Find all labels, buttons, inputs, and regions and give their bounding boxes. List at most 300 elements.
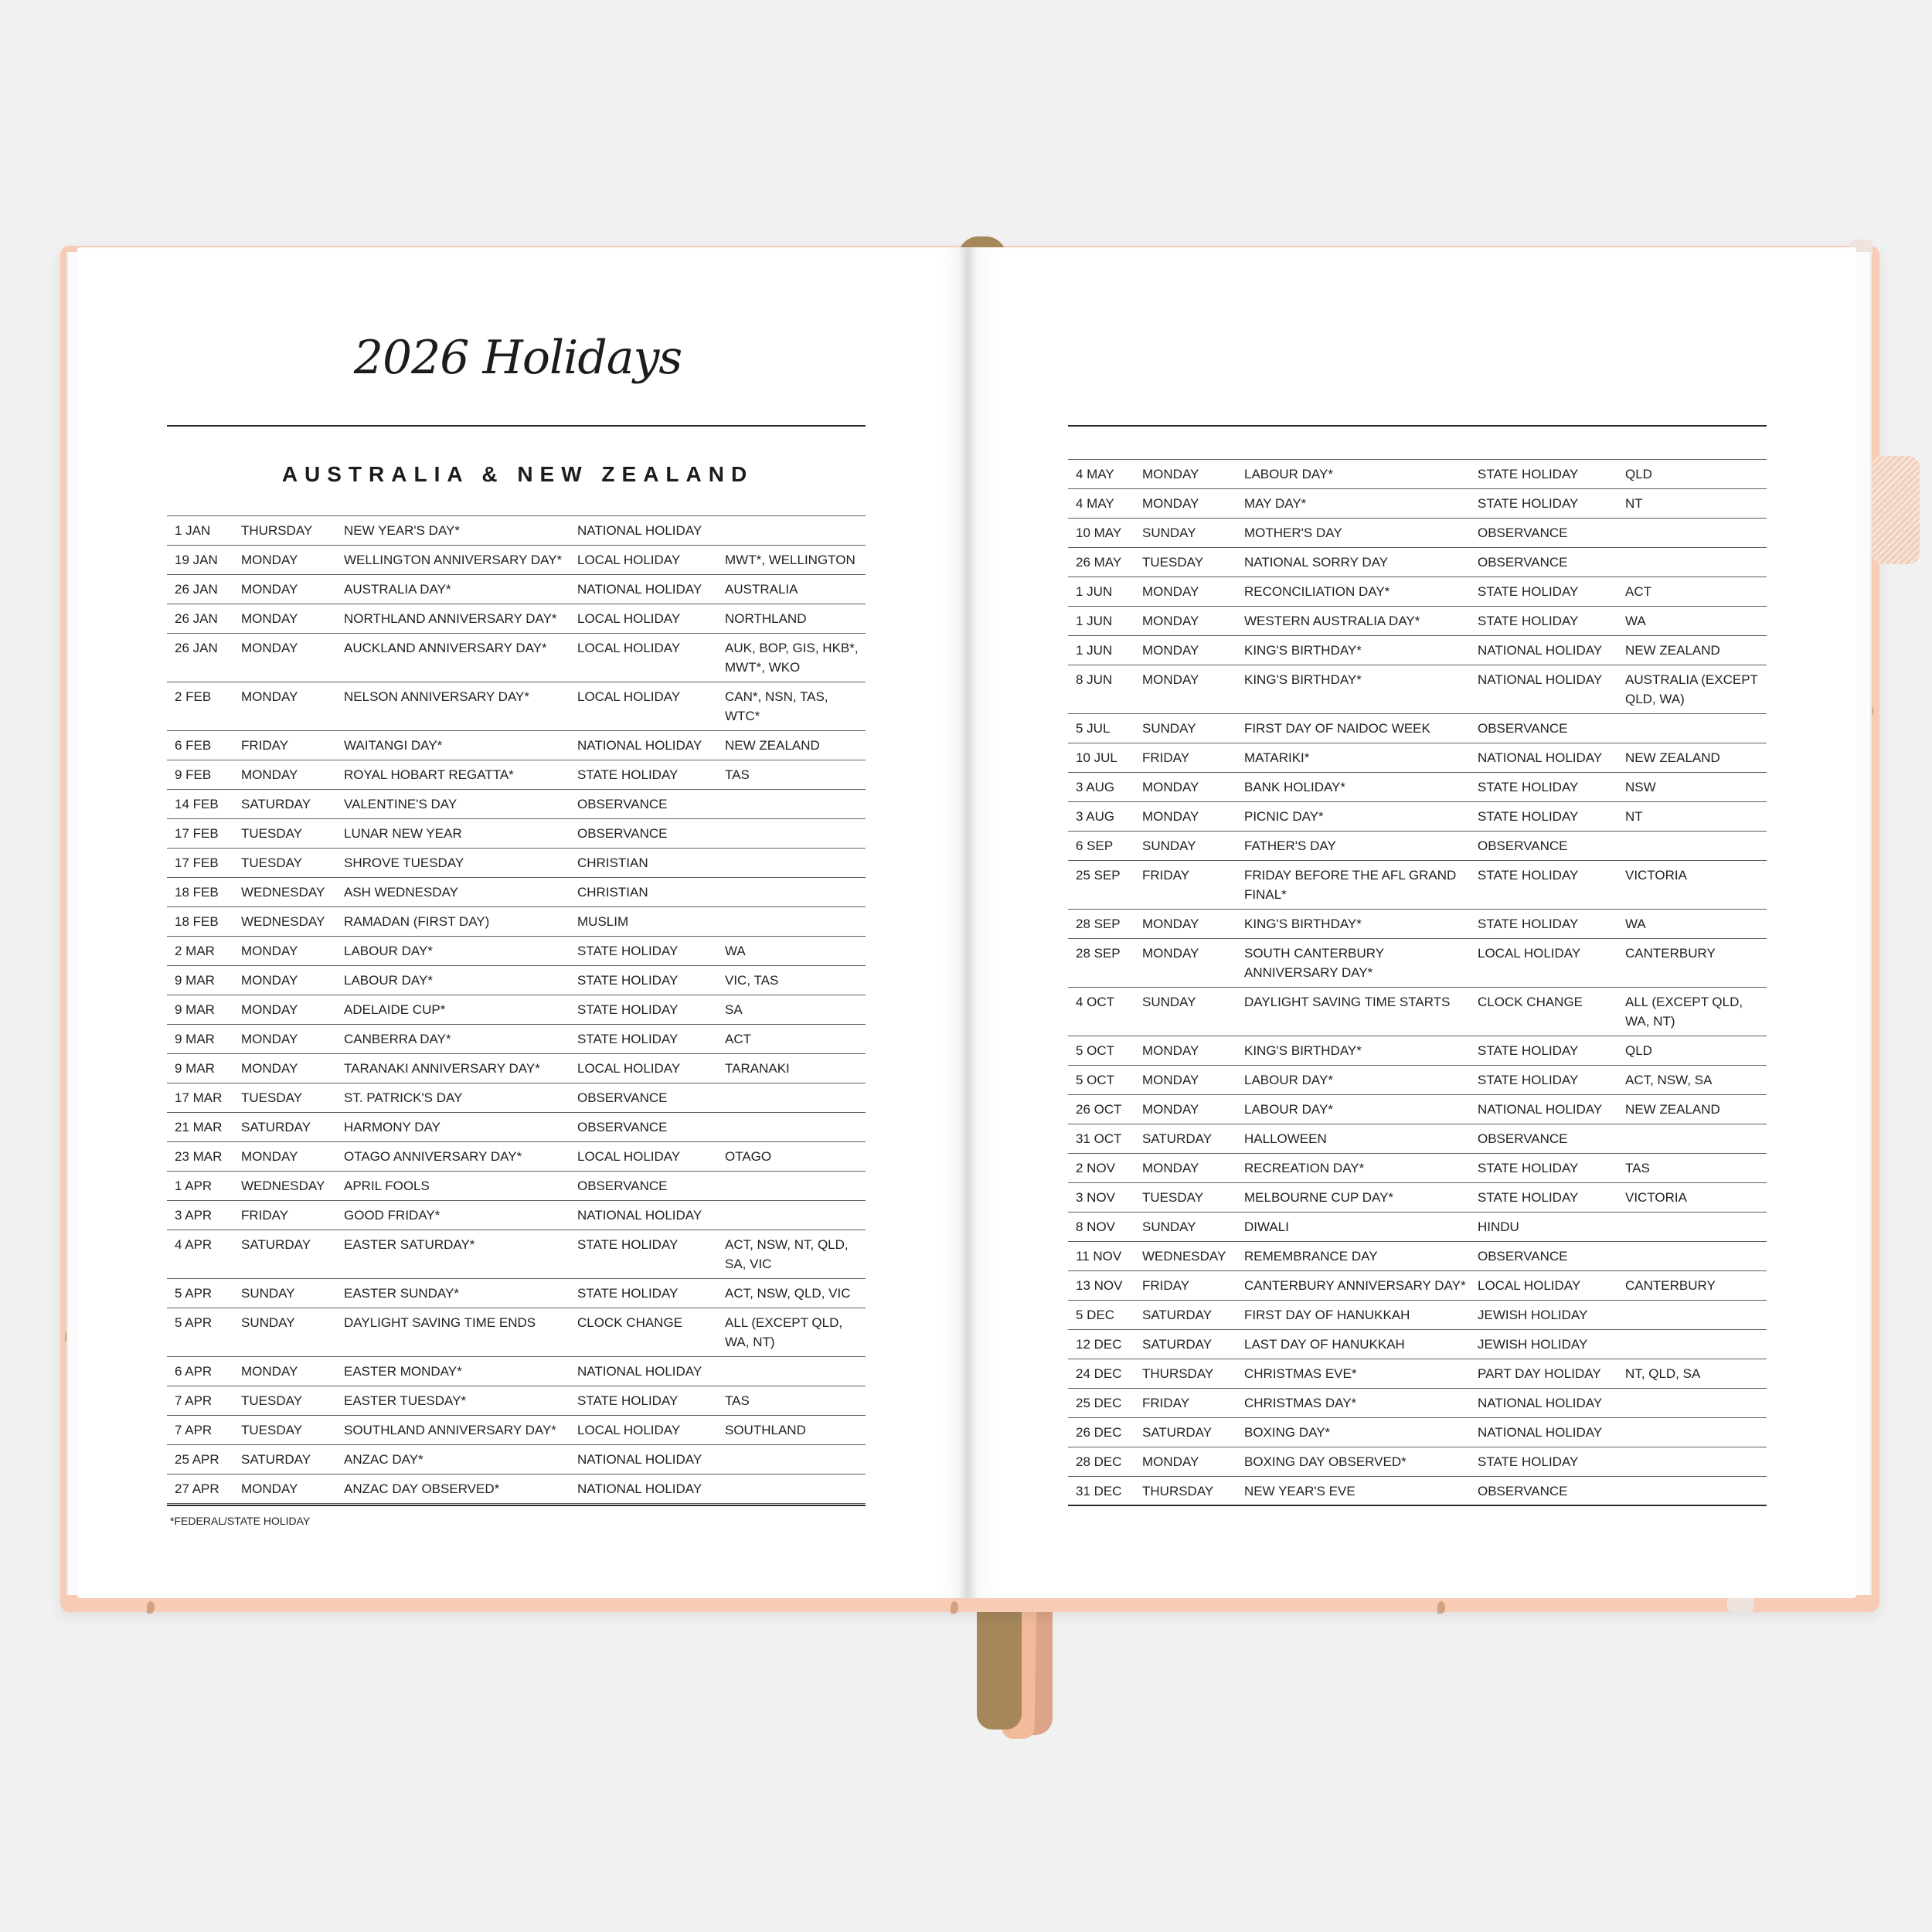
page-edges-right — [1855, 252, 1872, 1595]
region-cell: WA — [1625, 614, 1646, 628]
region-cell: AUK, BOP, GIS, HKB*, MWT*, WKO — [725, 641, 859, 675]
day-cell: TUESDAY — [1142, 1190, 1204, 1205]
day-cell: SUNDAY — [1142, 526, 1196, 540]
holiday-type-cell: LOCAL HOLIDAY — [577, 1149, 681, 1164]
holiday-type-cell: NATIONAL HOLIDAY — [577, 523, 702, 538]
table-row — [1068, 1036, 1767, 1066]
holiday-name-cell: ST. PATRICK'S DAY — [344, 1090, 463, 1105]
table-row — [1068, 489, 1767, 519]
holiday-type-cell: NATIONAL HOLIDAY — [1478, 750, 1603, 765]
book-gutter — [958, 247, 977, 1598]
holiday-type-cell: NATIONAL HOLIDAY — [577, 1481, 702, 1496]
region-cell: CANTERBURY — [1625, 1278, 1716, 1293]
holiday-name-cell: WESTERN AUSTRALIA DAY* — [1244, 614, 1420, 628]
holiday-name-cell: TARANAKI ANNIVERSARY DAY* — [344, 1061, 540, 1076]
date-cell: 5 APR — [175, 1315, 213, 1330]
date-cell: 7 APR — [175, 1393, 213, 1408]
holiday-type-cell: STATE HOLIDAY — [577, 973, 679, 988]
date-cell: 28 SEP — [1076, 917, 1121, 931]
day-cell: WEDNESDAY — [241, 885, 325, 900]
table-row — [1068, 1095, 1767, 1124]
region-cell — [717, 1176, 866, 1196]
day-cell: TUESDAY — [241, 1090, 303, 1105]
region-cell: ALL (EXCEPT QLD, WA, NT) — [1625, 995, 1743, 1029]
region-cell — [1617, 1481, 1767, 1501]
holiday-name-cell: KING'S BIRTHDAY* — [1244, 643, 1362, 658]
holiday-type-cell: OBSERVANCE — [1478, 1484, 1568, 1498]
region-cell: TARANAKI — [725, 1061, 790, 1076]
day-cell: SUNDAY — [1142, 995, 1196, 1009]
holiday-type-cell: OBSERVANCE — [1478, 1131, 1568, 1146]
region-cell: ACT, NSW, QLD, VIC — [725, 1286, 851, 1301]
holiday-name-cell: LABOUR DAY* — [1244, 1073, 1333, 1087]
day-cell: MONDAY — [1142, 614, 1199, 628]
table-row — [1068, 1301, 1767, 1330]
date-cell: 19 JAN — [175, 553, 218, 567]
day-cell: TUESDAY — [241, 855, 303, 870]
holiday-name-cell: WELLINGTON ANNIVERSARY DAY* — [344, 553, 563, 567]
holiday-type-cell: STATE HOLIDAY — [1478, 1161, 1579, 1175]
date-cell: 9 MAR — [175, 1002, 215, 1017]
holiday-type-cell: STATE HOLIDAY — [1478, 467, 1579, 481]
holiday-type-cell: OBSERVANCE — [1478, 526, 1568, 540]
table-row — [1068, 1066, 1767, 1095]
day-cell: SATURDAY — [1142, 1308, 1213, 1322]
holiday-name-cell: EASTER TUESDAY* — [344, 1393, 467, 1408]
holiday-name-cell: CANTERBURY ANNIVERSARY DAY* — [1244, 1278, 1466, 1293]
date-cell: 3 AUG — [1076, 809, 1115, 824]
date-cell: 8 NOV — [1076, 1219, 1116, 1234]
region-cell — [1617, 1452, 1767, 1471]
holiday-type-cell: LOCAL HOLIDAY — [577, 1061, 681, 1076]
day-cell: MONDAY — [1142, 496, 1199, 511]
holiday-name-cell: NEW YEAR'S DAY* — [344, 523, 460, 538]
date-cell: 13 NOV — [1076, 1278, 1123, 1293]
table-row — [1068, 1447, 1767, 1477]
day-cell: MONDAY — [1142, 584, 1199, 599]
date-cell: 27 APR — [175, 1481, 219, 1496]
region-cell — [1617, 1305, 1767, 1325]
day-cell: FRIDAY — [1142, 1396, 1190, 1410]
holiday-type-cell: NATIONAL HOLIDAY — [1478, 1396, 1603, 1410]
cover-clip-bottom — [1727, 1598, 1753, 1612]
region-cell — [1617, 719, 1767, 738]
holiday-type-cell: OBSERVANCE — [577, 826, 668, 841]
holiday-type-cell: MUSLIM — [577, 914, 629, 929]
day-cell: TUESDAY — [241, 1423, 303, 1437]
holiday-name-cell: CHRISTMAS DAY* — [1244, 1396, 1357, 1410]
holiday-name-cell: ANZAC DAY* — [344, 1452, 423, 1467]
day-cell: MONDAY — [1142, 1454, 1199, 1469]
date-cell: 1 JUN — [1076, 643, 1113, 658]
table-row — [167, 878, 866, 907]
footnote: *FEDERAL/STATE HOLIDAY — [170, 1515, 311, 1527]
day-cell: SATURDAY — [1142, 1337, 1213, 1352]
holiday-name-cell: AUSTRALIA DAY* — [344, 582, 451, 597]
holiday-name-cell: FIRST DAY OF NAIDOC WEEK — [1244, 721, 1430, 736]
date-cell: 3 NOV — [1076, 1190, 1116, 1205]
table-row — [167, 937, 866, 966]
region-cell: NT — [1625, 809, 1643, 824]
day-cell: MONDAY — [241, 1032, 298, 1046]
holiday-name-cell: NELSON ANNIVERSARY DAY* — [344, 689, 529, 704]
holiday-type-cell: NATIONAL HOLIDAY — [577, 1452, 702, 1467]
holiday-type-cell: LOCAL HOLIDAY — [577, 611, 681, 626]
date-cell: 18 FEB — [175, 885, 219, 900]
table-row — [167, 1279, 866, 1308]
holiday-name-cell: DAYLIGHT SAVING TIME ENDS — [344, 1315, 536, 1330]
table-row — [167, 634, 866, 682]
date-cell: 8 JUN — [1076, 672, 1113, 687]
day-cell: SUNDAY — [241, 1286, 295, 1301]
holiday-type-cell: HINDU — [1478, 1219, 1519, 1234]
holiday-name-cell: NORTHLAND ANNIVERSARY DAY* — [344, 611, 557, 626]
table-row — [1068, 577, 1767, 607]
table-row — [1068, 1183, 1767, 1213]
holiday-name-cell: CANBERRA DAY* — [344, 1032, 451, 1046]
holiday-name-cell: BOXING DAY* — [1244, 1425, 1331, 1440]
date-cell: 31 DEC — [1076, 1484, 1122, 1498]
date-cell: 28 DEC — [1076, 1454, 1122, 1469]
day-cell: TUESDAY — [241, 1393, 303, 1408]
holiday-type-cell: CLOCK CHANGE — [577, 1315, 683, 1330]
holiday-name-cell: GOOD FRIDAY* — [344, 1208, 440, 1223]
table-row — [1068, 548, 1767, 577]
table-row — [1068, 1477, 1767, 1506]
table-row — [1068, 802, 1767, 832]
holiday-type-cell: LOCAL HOLIDAY — [577, 553, 681, 567]
day-cell: THURSDAY — [241, 523, 313, 538]
holiday-table-left — [167, 515, 866, 1504]
region-cell — [717, 521, 866, 540]
table-row — [167, 1357, 866, 1386]
day-cell: MONDAY — [241, 689, 298, 704]
table-row — [1068, 607, 1767, 636]
date-cell: 5 JUL — [1076, 721, 1111, 736]
region-cell: VIC, TAS — [725, 973, 779, 988]
day-cell: MONDAY — [241, 1149, 298, 1164]
region-cell: NEW ZEALAND — [1625, 750, 1720, 765]
table-row — [167, 1083, 866, 1113]
table-row — [1068, 910, 1767, 939]
day-cell: TUESDAY — [241, 826, 303, 841]
day-cell: MONDAY — [1142, 672, 1199, 687]
region-cell: QLD — [1625, 1043, 1652, 1058]
table-row — [1068, 1389, 1767, 1418]
holiday-name-cell: MATARIKI* — [1244, 750, 1310, 765]
day-cell: TUESDAY — [1142, 555, 1204, 570]
table-row — [167, 515, 866, 546]
holiday-type-cell: STATE HOLIDAY — [1478, 614, 1579, 628]
table-row — [167, 1230, 866, 1279]
holiday-type-cell: STATE HOLIDAY — [1478, 1454, 1579, 1469]
date-cell: 1 JUN — [1076, 584, 1113, 599]
holiday-name-cell: ADELAIDE CUP* — [344, 1002, 446, 1017]
region-cell: VICTORIA — [1625, 1190, 1687, 1205]
table-row — [1068, 1330, 1767, 1359]
holiday-type-cell: LOCAL HOLIDAY — [577, 1423, 681, 1437]
holiday-type-cell: STATE HOLIDAY — [577, 1237, 679, 1252]
region-cell: NSW — [1625, 780, 1656, 794]
table-row — [167, 849, 866, 878]
holiday-type-cell: OBSERVANCE — [1478, 721, 1568, 736]
holiday-name-cell: SOUTH CANTERBURY ANNIVERSARY DAY* — [1244, 946, 1384, 980]
region-cell — [717, 1362, 866, 1381]
region-cell — [717, 883, 866, 902]
date-cell: 6 FEB — [175, 738, 212, 753]
table-row — [1068, 988, 1767, 1036]
date-cell: 5 DEC — [1076, 1308, 1115, 1322]
holiday-name-cell: RECONCILIATION DAY* — [1244, 584, 1390, 599]
holiday-name-cell: REMEMBRANCE DAY — [1244, 1249, 1378, 1264]
date-cell: 10 JUL — [1076, 750, 1117, 765]
table-row — [167, 1025, 866, 1054]
day-cell: MONDAY — [1142, 780, 1199, 794]
holiday-name-cell: OTAGO ANNIVERSARY DAY* — [344, 1149, 522, 1164]
region-cell — [717, 912, 866, 931]
region-cell: CAN*, NSN, TAS, WTC* — [725, 689, 828, 723]
day-cell: FRIDAY — [1142, 750, 1190, 765]
table-row — [167, 1416, 866, 1445]
table-row — [167, 760, 866, 790]
holiday-type-cell: LOCAL HOLIDAY — [577, 641, 681, 655]
date-cell: 4 MAY — [1076, 496, 1114, 511]
holiday-type-cell: OBSERVANCE — [577, 1120, 668, 1134]
day-cell: SATURDAY — [1142, 1425, 1213, 1440]
holiday-type-cell: STATE HOLIDAY — [1478, 1073, 1579, 1087]
day-cell: SATURDAY — [241, 1237, 311, 1252]
table-row — [167, 995, 866, 1025]
day-cell: WEDNESDAY — [241, 1179, 325, 1193]
day-cell: SUNDAY — [1142, 1219, 1196, 1234]
holiday-type-cell: NATIONAL HOLIDAY — [577, 1364, 702, 1379]
table-row — [1068, 1418, 1767, 1447]
holiday-type-cell: STATE HOLIDAY — [577, 1032, 679, 1046]
day-cell: MONDAY — [241, 582, 298, 597]
date-cell: 1 JUN — [1076, 614, 1113, 628]
day-cell: WEDNESDAY — [241, 914, 325, 929]
holiday-type-cell: STATE HOLIDAY — [577, 944, 679, 958]
holiday-type-cell: STATE HOLIDAY — [577, 767, 679, 782]
holiday-type-cell: STATE HOLIDAY — [1478, 584, 1579, 599]
day-cell: MONDAY — [241, 611, 298, 626]
holiday-type-cell: LOCAL HOLIDAY — [1478, 1278, 1581, 1293]
holiday-type-cell: NATIONAL HOLIDAY — [1478, 643, 1603, 658]
day-cell: MONDAY — [1142, 917, 1199, 931]
holiday-name-cell: FATHER'S DAY — [1244, 838, 1336, 853]
region-cell — [717, 853, 866, 872]
date-cell: 5 OCT — [1076, 1043, 1115, 1058]
holiday-name-cell: CHRISTMAS EVE* — [1244, 1366, 1357, 1381]
day-cell: THURSDAY — [1142, 1366, 1214, 1381]
holiday-type-cell: OBSERVANCE — [1478, 555, 1568, 570]
region-cell — [717, 1450, 866, 1469]
date-cell: 26 JAN — [175, 582, 218, 597]
day-cell: MONDAY — [241, 1364, 298, 1379]
day-cell: MONDAY — [1142, 467, 1199, 481]
table-row — [167, 575, 866, 604]
region-cell: OTAGO — [725, 1149, 772, 1164]
date-cell: 12 DEC — [1076, 1337, 1122, 1352]
holiday-type-cell: OBSERVANCE — [1478, 1249, 1568, 1264]
table-row — [1068, 743, 1767, 773]
region-cell — [1617, 1423, 1767, 1442]
holiday-name-cell: KING'S BIRTHDAY* — [1244, 1043, 1362, 1058]
table-row — [167, 1308, 866, 1357]
day-cell: WEDNESDAY — [1142, 1249, 1226, 1264]
date-cell: 25 SEP — [1076, 868, 1121, 883]
day-cell: MONDAY — [241, 767, 298, 782]
table-row — [1068, 1154, 1767, 1183]
day-cell: MONDAY — [1142, 1043, 1199, 1058]
date-cell: 5 APR — [175, 1286, 213, 1301]
date-cell: 9 MAR — [175, 973, 215, 988]
day-cell: SUNDAY — [241, 1315, 295, 1330]
date-cell: 31 OCT — [1076, 1131, 1122, 1146]
holiday-name-cell: BANK HOLIDAY* — [1244, 780, 1346, 794]
table-row — [1068, 1359, 1767, 1389]
holiday-name-cell: SOUTHLAND ANNIVERSARY DAY* — [344, 1423, 556, 1437]
table-row — [167, 1475, 866, 1504]
region-cell: ACT, NSW, NT, QLD, SA, VIC — [725, 1237, 849, 1271]
date-cell: 4 APR — [175, 1237, 213, 1252]
day-cell: MONDAY — [241, 641, 298, 655]
region-cell — [717, 1479, 866, 1498]
date-cell: 9 FEB — [175, 767, 212, 782]
region-cell — [717, 1088, 866, 1107]
region-cell: MWT*, WELLINGTON — [725, 553, 855, 567]
holiday-name-cell: MOTHER'S DAY — [1244, 526, 1342, 540]
day-cell: MONDAY — [241, 553, 298, 567]
holiday-type-cell: STATE HOLIDAY — [577, 1286, 679, 1301]
region-cell: AUSTRALIA — [725, 582, 798, 597]
day-cell: SATURDAY — [241, 1452, 311, 1467]
table-row — [167, 604, 866, 634]
region-cell: SOUTHLAND — [725, 1423, 806, 1437]
region-cell — [1617, 1335, 1767, 1354]
holiday-name-cell: MELBOURNE CUP DAY* — [1244, 1190, 1394, 1205]
holiday-type-cell: NATIONAL HOLIDAY — [577, 1208, 702, 1223]
region-cell: ALL (EXCEPT QLD, WA, NT) — [725, 1315, 843, 1349]
table-row — [167, 819, 866, 849]
holiday-type-cell: NATIONAL HOLIDAY — [577, 582, 702, 597]
table-row — [1068, 1242, 1767, 1271]
day-cell: THURSDAY — [1142, 1484, 1214, 1498]
region-cell: NORTHLAND — [725, 611, 807, 626]
region-cell — [717, 1206, 866, 1225]
holiday-name-cell: LABOUR DAY* — [344, 944, 433, 958]
region-cell — [1617, 553, 1767, 572]
leaf-icon — [951, 1601, 958, 1614]
date-cell: 26 JAN — [175, 611, 218, 626]
table-row — [1068, 773, 1767, 802]
region-cell: WA — [1625, 917, 1646, 931]
date-cell: 6 SEP — [1076, 838, 1114, 853]
date-cell: 26 DEC — [1076, 1425, 1122, 1440]
table-row — [167, 1445, 866, 1475]
table-row — [1068, 1124, 1767, 1154]
day-cell: MONDAY — [1142, 1102, 1199, 1117]
date-cell: 17 FEB — [175, 855, 219, 870]
region-cell — [717, 824, 866, 843]
region-cell: TAS — [725, 1393, 750, 1408]
region-cell: NEW ZEALAND — [1625, 1102, 1720, 1117]
holiday-name-cell: KING'S BIRTHDAY* — [1244, 917, 1362, 931]
table-row — [1068, 861, 1767, 910]
leaf-icon — [1437, 1601, 1445, 1614]
holiday-type-cell: STATE HOLIDAY — [1478, 809, 1579, 824]
day-cell: MONDAY — [241, 973, 298, 988]
holiday-type-cell: OBSERVANCE — [1478, 838, 1568, 853]
date-cell: 14 FEB — [175, 797, 219, 811]
table-row — [1068, 519, 1767, 548]
date-cell: 28 SEP — [1076, 946, 1121, 961]
holiday-type-cell: NATIONAL HOLIDAY — [1478, 672, 1603, 687]
day-cell: SUNDAY — [1142, 838, 1196, 853]
region-cell — [1617, 1393, 1767, 1413]
region-cell — [717, 1117, 866, 1137]
holiday-type-cell: CHRISTIAN — [577, 855, 648, 870]
table-row — [167, 907, 866, 937]
date-cell: 2 MAR — [175, 944, 215, 958]
day-cell: MONDAY — [1142, 643, 1199, 658]
region-cell: VICTORIA — [1625, 868, 1687, 883]
date-cell: 3 AUG — [1076, 780, 1115, 794]
holiday-name-cell: SHROVE TUESDAY — [344, 855, 464, 870]
region-cell: ACT — [1625, 584, 1651, 599]
holiday-name-cell: HARMONY DAY — [344, 1120, 441, 1134]
day-cell: FRIDAY — [1142, 868, 1190, 883]
table-row — [167, 1201, 866, 1230]
day-cell: SATURDAY — [1142, 1131, 1213, 1146]
region-cell: NEW ZEALAND — [725, 738, 820, 753]
date-cell: 9 MAR — [175, 1061, 215, 1076]
table-row — [1068, 1271, 1767, 1301]
day-cell: FRIDAY — [241, 1208, 289, 1223]
holiday-name-cell: ANZAC DAY OBSERVED* — [344, 1481, 500, 1496]
table-row — [1068, 832, 1767, 861]
holiday-type-cell: STATE HOLIDAY — [577, 1393, 679, 1408]
day-cell: FRIDAY — [1142, 1278, 1190, 1293]
region-cell — [1617, 1247, 1767, 1266]
holiday-name-cell: MAY DAY* — [1244, 496, 1307, 511]
table-row — [1068, 1213, 1767, 1242]
date-cell: 3 APR — [175, 1208, 213, 1223]
holiday-name-cell: EASTER SUNDAY* — [344, 1286, 459, 1301]
date-cell: 7 APR — [175, 1423, 213, 1437]
day-cell: SATURDAY — [241, 797, 311, 811]
date-cell: 26 OCT — [1076, 1102, 1122, 1117]
holiday-type-cell: NATIONAL HOLIDAY — [1478, 1425, 1603, 1440]
region-cell — [1617, 1217, 1767, 1236]
region-cell: ACT — [725, 1032, 751, 1046]
table-row — [1068, 665, 1767, 714]
holiday-name-cell: LABOUR DAY* — [1244, 1102, 1333, 1117]
holiday-name-cell: AUCKLAND ANNIVERSARY DAY* — [344, 641, 547, 655]
date-cell: 5 OCT — [1076, 1073, 1115, 1087]
footer-divider — [167, 1505, 866, 1506]
date-cell: 4 MAY — [1076, 467, 1114, 481]
holiday-type-cell: STATE HOLIDAY — [1478, 1043, 1579, 1058]
holiday-type-cell: JEWISH HOLIDAY — [1478, 1308, 1588, 1322]
table-row — [167, 966, 866, 995]
holiday-name-cell: LABOUR DAY* — [344, 973, 433, 988]
title-divider — [167, 425, 866, 427]
date-cell: 26 JAN — [175, 641, 218, 655]
region-cell — [717, 794, 866, 814]
region-cell: CANTERBURY — [1625, 946, 1716, 961]
day-cell: MONDAY — [241, 944, 298, 958]
